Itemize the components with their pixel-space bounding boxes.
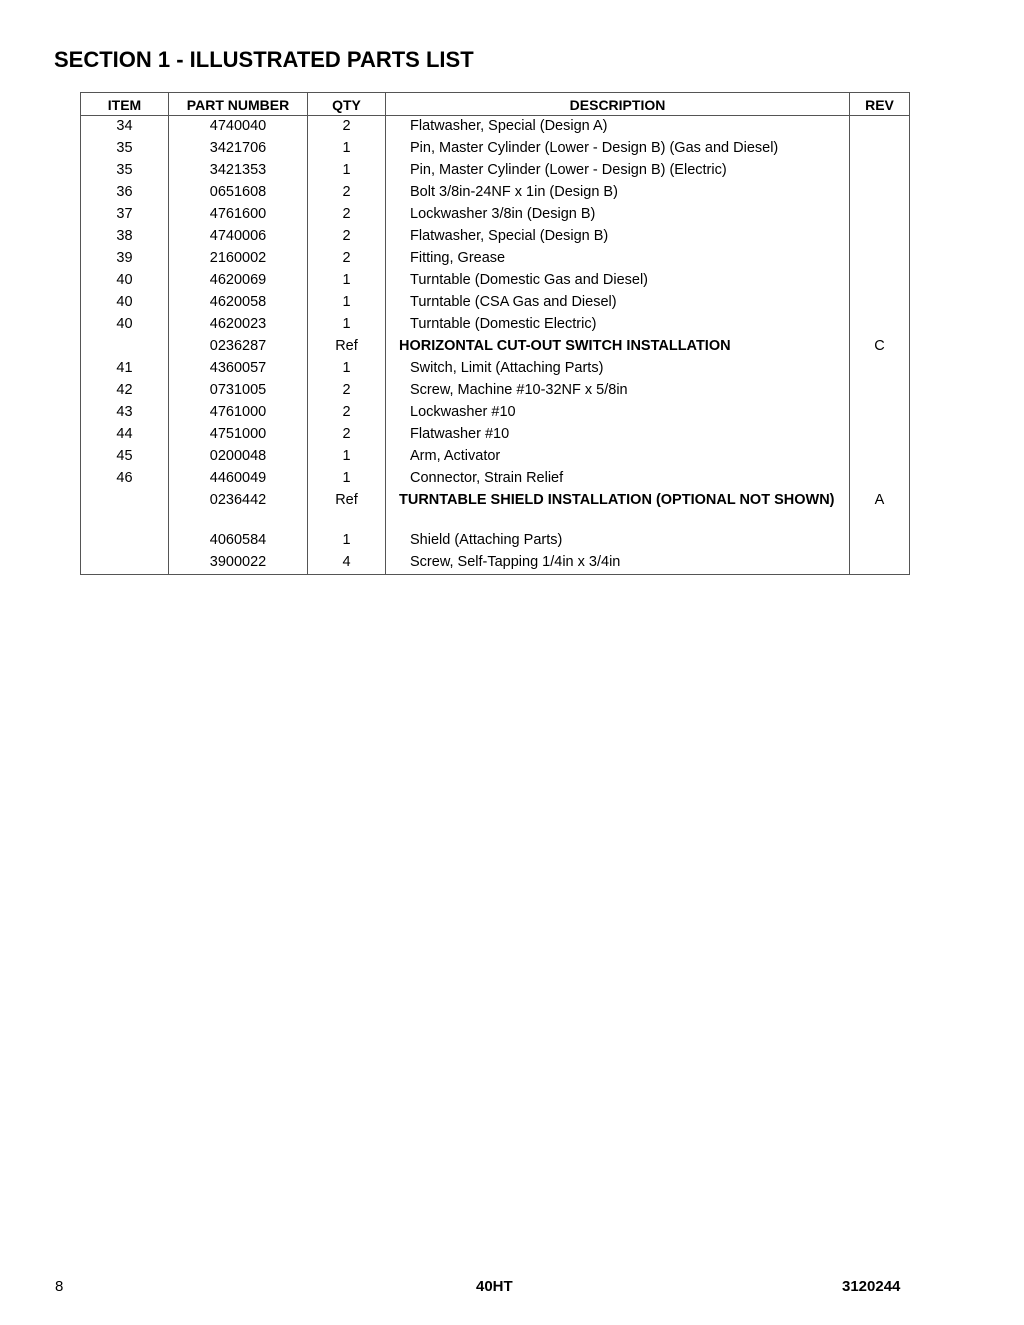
part-number-cell: 3421353 bbox=[169, 160, 308, 182]
rev-cell bbox=[850, 446, 910, 468]
description-cell: TURNTABLE SHIELD INSTALLATION (OPTIONAL NOT SHOWN) bbox=[386, 490, 850, 530]
description-cell: Pin, Master Cylinder (Lower - Design B) (Electric) bbox=[386, 160, 850, 182]
table-row bbox=[81, 380, 910, 402]
table-row bbox=[81, 446, 910, 468]
description-cell: Lockwasher 3/8in (Design B) bbox=[386, 204, 850, 226]
column-header-qty: QTY bbox=[308, 93, 386, 116]
part-number-cell: 2160002 bbox=[169, 248, 308, 270]
table-row bbox=[81, 292, 910, 314]
description-cell: Flatwasher #10 bbox=[386, 424, 850, 446]
part-number-cell: 4740006 bbox=[169, 226, 308, 248]
description-cell: Bolt 3/8in-24NF x 1in (Design B) bbox=[386, 182, 850, 204]
item-cell: 40 bbox=[81, 292, 169, 314]
rev-cell bbox=[850, 468, 910, 490]
rev-cell bbox=[850, 292, 910, 314]
table-row bbox=[81, 490, 910, 530]
table-row bbox=[81, 402, 910, 424]
qty-cell: Ref bbox=[308, 336, 386, 358]
item-cell: 45 bbox=[81, 446, 169, 468]
item-cell bbox=[81, 530, 169, 552]
description-cell: Turntable (CSA Gas and Diesel) bbox=[386, 292, 850, 314]
part-number-cell: 0236442 bbox=[169, 490, 308, 530]
table-row bbox=[81, 314, 910, 336]
item-cell: 46 bbox=[81, 468, 169, 490]
table-row bbox=[81, 160, 910, 182]
item-cell bbox=[81, 490, 169, 530]
rev-cell: A bbox=[850, 490, 910, 530]
rev-cell bbox=[850, 380, 910, 402]
table-row bbox=[81, 204, 910, 226]
qty-cell: 4 bbox=[308, 552, 386, 575]
part-number-cell: 0731005 bbox=[169, 380, 308, 402]
part-number-cell: 4060584 bbox=[169, 530, 308, 552]
rev-cell bbox=[850, 182, 910, 204]
table-row bbox=[81, 182, 910, 204]
description-cell: Switch, Limit (Attaching Parts) bbox=[386, 358, 850, 380]
item-cell: 43 bbox=[81, 402, 169, 424]
item-cell: 42 bbox=[81, 380, 169, 402]
table-row bbox=[81, 248, 910, 270]
item-cell bbox=[81, 552, 169, 575]
part-number-cell: 4751000 bbox=[169, 424, 308, 446]
item-cell: 34 bbox=[81, 116, 169, 139]
description-cell: Connector, Strain Relief bbox=[386, 468, 850, 490]
rev-cell bbox=[850, 270, 910, 292]
description-cell: Fitting, Grease bbox=[386, 248, 850, 270]
item-cell: 39 bbox=[81, 248, 169, 270]
qty-cell: 1 bbox=[308, 314, 386, 336]
qty-cell: 1 bbox=[308, 160, 386, 182]
description-cell: Flatwasher, Special (Design A) bbox=[386, 116, 850, 139]
rev-cell bbox=[850, 138, 910, 160]
part-number-cell: 4740040 bbox=[169, 116, 308, 139]
item-cell: 38 bbox=[81, 226, 169, 248]
table-row bbox=[81, 468, 910, 490]
qty-cell: 2 bbox=[308, 402, 386, 424]
part-number-cell: 4360057 bbox=[169, 358, 308, 380]
item-cell: 36 bbox=[81, 182, 169, 204]
item-cell bbox=[81, 336, 169, 358]
model-name: 40HT bbox=[476, 1278, 513, 1295]
description-cell: Lockwasher #10 bbox=[386, 402, 850, 424]
item-cell: 37 bbox=[81, 204, 169, 226]
parts-table bbox=[80, 92, 910, 575]
rev-cell bbox=[850, 116, 910, 139]
qty-cell: 1 bbox=[308, 138, 386, 160]
rev-cell bbox=[850, 552, 910, 575]
part-number-cell: 0200048 bbox=[169, 446, 308, 468]
table-row bbox=[81, 336, 910, 358]
table-row bbox=[81, 530, 910, 552]
item-cell: 35 bbox=[81, 138, 169, 160]
description-cell: Screw, Machine #10-32NF x 5/8in bbox=[386, 380, 850, 402]
qty-cell: 1 bbox=[308, 270, 386, 292]
qty-cell: 2 bbox=[308, 116, 386, 139]
qty-cell: 1 bbox=[308, 292, 386, 314]
rev-cell bbox=[850, 248, 910, 270]
rev-cell bbox=[850, 204, 910, 226]
description-cell: Screw, Self-Tapping 1/4in x 3/4in bbox=[386, 552, 850, 575]
description-cell: Pin, Master Cylinder (Lower - Design B) (Gas and Diesel) bbox=[386, 138, 850, 160]
item-cell: 35 bbox=[81, 160, 169, 182]
description-cell: Arm, Activator bbox=[386, 446, 850, 468]
rev-cell bbox=[850, 314, 910, 336]
table-row bbox=[81, 226, 910, 248]
item-cell: 44 bbox=[81, 424, 169, 446]
rev-cell: C bbox=[850, 336, 910, 358]
table-row bbox=[81, 358, 910, 380]
rev-cell bbox=[850, 402, 910, 424]
qty-cell: 2 bbox=[308, 248, 386, 270]
table-row bbox=[81, 552, 910, 575]
rev-cell bbox=[850, 530, 910, 552]
part-number-cell: 0651608 bbox=[169, 182, 308, 204]
column-header-description: DESCRIPTION bbox=[386, 93, 850, 116]
qty-cell: 1 bbox=[308, 530, 386, 552]
description-cell: Turntable (Domestic Electric) bbox=[386, 314, 850, 336]
column-header-item: ITEM bbox=[81, 93, 169, 116]
qty-cell: 2 bbox=[308, 204, 386, 226]
rev-cell bbox=[850, 160, 910, 182]
qty-cell: Ref bbox=[308, 490, 386, 530]
page-number: 8 bbox=[55, 1278, 64, 1295]
rev-cell bbox=[850, 424, 910, 446]
document-number: 3120244 bbox=[842, 1278, 901, 1295]
qty-cell: 1 bbox=[308, 446, 386, 468]
rev-cell bbox=[850, 226, 910, 248]
qty-cell: 2 bbox=[308, 226, 386, 248]
description-cell: Flatwasher, Special (Design B) bbox=[386, 226, 850, 248]
page-title: SECTION 1 - ILLUSTRATED PARTS LIST bbox=[54, 47, 474, 72]
item-cell: 41 bbox=[81, 358, 169, 380]
part-number-cell: 4761600 bbox=[169, 204, 308, 226]
table-row bbox=[81, 424, 910, 446]
qty-cell: 1 bbox=[308, 358, 386, 380]
description-cell: Shield (Attaching Parts) bbox=[386, 530, 850, 552]
item-cell: 40 bbox=[81, 270, 169, 292]
table-header-row bbox=[81, 93, 910, 116]
part-number-cell: 3900022 bbox=[169, 552, 308, 575]
qty-cell: 2 bbox=[308, 380, 386, 402]
item-cell: 40 bbox=[81, 314, 169, 336]
part-number-cell: 4620023 bbox=[169, 314, 308, 336]
part-number-cell: 0236287 bbox=[169, 336, 308, 358]
part-number-cell: 3421706 bbox=[169, 138, 308, 160]
table-row bbox=[81, 270, 910, 292]
table-row bbox=[81, 116, 910, 139]
parts-table-body bbox=[81, 116, 910, 575]
description-cell: HORIZONTAL CUT-OUT SWITCH INSTALLATION bbox=[386, 336, 850, 358]
part-number-cell: 4761000 bbox=[169, 402, 308, 424]
column-header-rev: REV bbox=[850, 93, 910, 116]
qty-cell: 2 bbox=[308, 424, 386, 446]
part-number-cell: 4620069 bbox=[169, 270, 308, 292]
rev-cell bbox=[850, 358, 910, 380]
part-number-cell: 4620058 bbox=[169, 292, 308, 314]
part-number-cell: 4460049 bbox=[169, 468, 308, 490]
qty-cell: 2 bbox=[308, 182, 386, 204]
qty-cell: 1 bbox=[308, 468, 386, 490]
column-header-part-number: PART NUMBER bbox=[169, 93, 308, 116]
table-row bbox=[81, 138, 910, 160]
description-cell: Turntable (Domestic Gas and Diesel) bbox=[386, 270, 850, 292]
